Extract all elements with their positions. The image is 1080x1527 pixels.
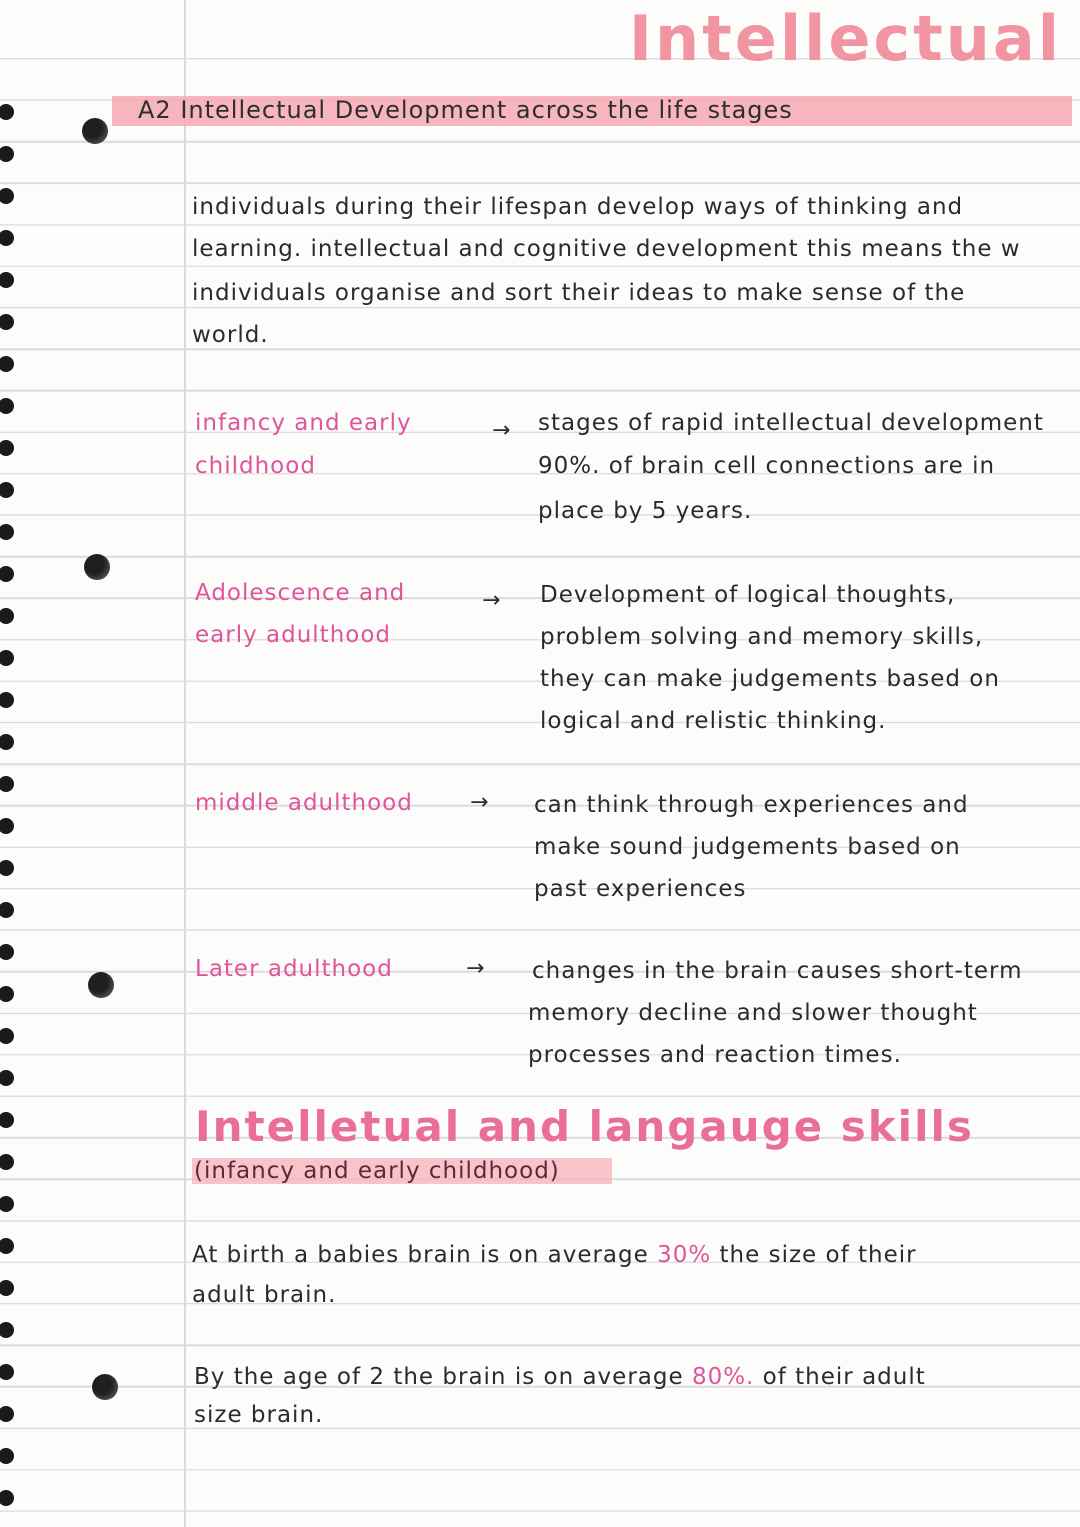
binding-ring: [0, 482, 14, 498]
stage-text: make sound judgements based on: [534, 834, 961, 860]
binding-ring: [0, 1406, 14, 1422]
fact-text: At birth a babies brain is on average: [192, 1242, 658, 1268]
binding-ring: [0, 1238, 14, 1254]
binding-ring: [0, 146, 14, 162]
spiral-binding: [0, 0, 24, 1527]
intro-line: individuals organise and sort their ideas to make sense of the: [192, 280, 966, 306]
arrow-icon: →: [492, 418, 511, 443]
binding-ring: [0, 860, 14, 876]
binding-ring: [0, 608, 14, 624]
arrow-icon: →: [482, 588, 501, 613]
punch-hole: [82, 118, 108, 144]
intro-line: learning. intellectual and cognitive development this means the w: [192, 236, 1021, 262]
stage-text: Development of logical thoughts,: [540, 582, 956, 608]
binding-ring: [0, 1154, 14, 1170]
binding-ring: [0, 1028, 14, 1044]
stage-text: 90%. of brain cell connections are in: [538, 453, 996, 479]
stage-label: childhood: [195, 453, 316, 479]
binding-ring: [0, 1490, 14, 1506]
stage-text: place by 5 years.: [538, 498, 753, 524]
binding-ring: [0, 314, 14, 330]
page-title: Intellectual: [628, 2, 1062, 75]
punch-hole: [84, 554, 110, 580]
stage-text: logical and relistic thinking.: [540, 708, 887, 734]
binding-ring: [0, 272, 14, 288]
punch-hole: [88, 972, 114, 998]
stage-label: Adolescence and: [195, 580, 406, 606]
margin-line: [184, 0, 186, 1527]
binding-ring: [0, 1070, 14, 1086]
binding-ring: [0, 230, 14, 246]
punch-hole: [92, 1374, 118, 1400]
section-title: Intelletual and langauge skills: [195, 1102, 974, 1151]
fact-line: [194, 1364, 926, 1390]
intro-line: world.: [192, 322, 269, 348]
binding-ring: [0, 650, 14, 666]
binding-ring: [0, 1112, 14, 1128]
stage-text: can think through experiences and: [534, 792, 969, 818]
binding-ring: [0, 188, 14, 204]
binding-ring: [0, 566, 14, 582]
binding-ring: [0, 818, 14, 834]
binding-ring: [0, 440, 14, 456]
binding-ring: [0, 1322, 14, 1338]
stage-text: stages of rapid intellectual development: [538, 410, 1044, 436]
stage-label: Later adulthood: [195, 956, 393, 982]
stage-label: middle adulthood: [195, 790, 413, 816]
fact-line: adult brain.: [192, 1282, 337, 1308]
binding-ring: [0, 986, 14, 1002]
binding-ring: [0, 398, 14, 414]
stage-text: problem solving and memory skills,: [540, 624, 984, 650]
binding-ring: [0, 692, 14, 708]
stage-text: memory decline and slower thought: [528, 1000, 978, 1026]
binding-ring: [0, 1196, 14, 1212]
stage-label: early adulthood: [195, 622, 392, 648]
section-subtitle: (infancy and early childhood): [194, 1158, 560, 1184]
fact-percent: 30%: [657, 1242, 712, 1268]
binding-ring: [0, 1364, 14, 1380]
binding-ring: [0, 356, 14, 372]
fact-text: By the age of 2 the brain is on average: [194, 1364, 692, 1390]
binding-ring: [0, 902, 14, 918]
binding-ring: [0, 1448, 14, 1464]
binding-ring: [0, 524, 14, 540]
binding-ring: [0, 734, 14, 750]
binding-ring: [0, 944, 14, 960]
arrow-icon: →: [466, 956, 485, 981]
fact-text: the size of their: [711, 1242, 917, 1268]
fact-text: of their adult: [754, 1364, 926, 1390]
fact-line: size brain.: [194, 1402, 324, 1428]
binding-ring: [0, 104, 14, 120]
section-heading: A2 Intellectual Development across the life stages: [138, 96, 793, 124]
binding-ring: [0, 1280, 14, 1296]
fact-line: [192, 1242, 917, 1268]
fact-percent: 80%.: [691, 1364, 755, 1390]
stage-label: infancy and early: [195, 410, 412, 436]
stage-text: changes in the brain causes short-term: [532, 958, 1023, 984]
arrow-icon: →: [470, 790, 489, 815]
stage-text: past experiences: [534, 876, 747, 902]
stage-text: they can make judgements based on: [540, 666, 1000, 692]
intro-line: individuals during their lifespan develop ways of thinking and: [192, 194, 964, 220]
binding-ring: [0, 776, 14, 792]
stage-text: processes and reaction times.: [528, 1042, 902, 1068]
